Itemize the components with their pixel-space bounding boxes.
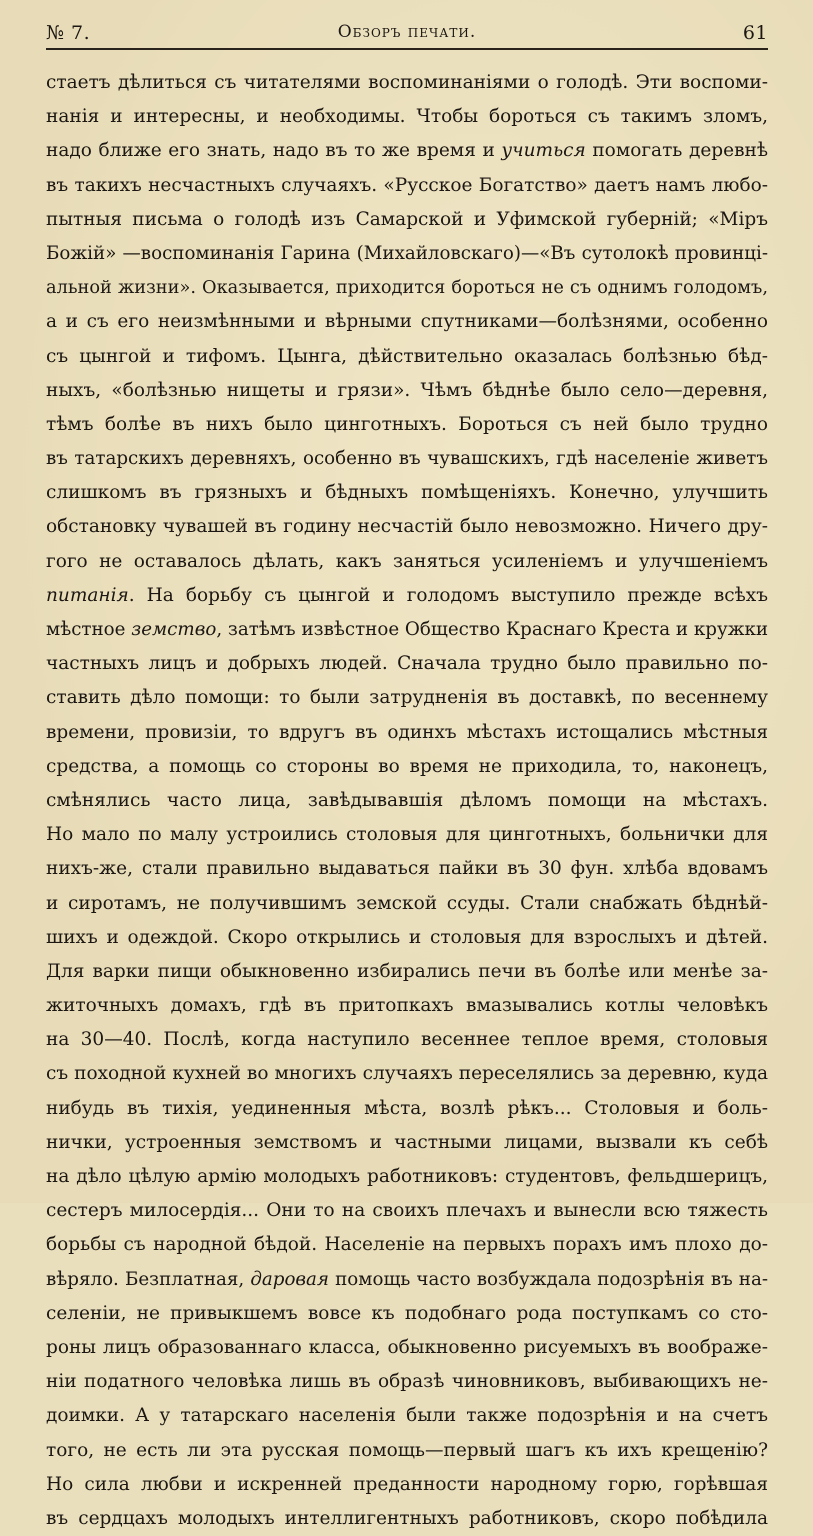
text-line: [46, 921, 768, 955]
line-text: средства, а помощь со стороны во время не приходила, то, наконецъ,: [46, 755, 768, 777]
line-text: надо ближе его знать, надо въ то же время и: [46, 140, 502, 162]
text-line: [46, 989, 768, 1023]
text-line: [46, 681, 768, 715]
line-text: обстановку чувашей въ годину несчастій было невозможно. Ничего дру-: [46, 516, 768, 538]
text-line: [46, 1434, 768, 1468]
line-text: времени, провизіи, то вдругъ въ одинхъ мѣстахъ истощались мѣстныя: [46, 721, 768, 743]
text-line: [46, 340, 768, 374]
text-line: [46, 818, 768, 852]
line-text: съ походной кухней во многихъ случаяхъ переселялись за деревню, куда: [46, 1063, 768, 1085]
text-line: [46, 305, 768, 339]
italic-text: земство: [131, 619, 217, 640]
text-line: [46, 613, 768, 647]
line-text: съ цынгой и тифомъ. Цынга, дѣйствительно оказалась болѣзнью бѣд-: [46, 345, 768, 367]
text-line: [46, 887, 768, 921]
line-text: того, не есть ли эта русская помощь—первый шагъ къ ихъ крещенію?: [46, 1439, 768, 1461]
text-line: [46, 1331, 768, 1365]
line-text: Для варки пищи обыкновенно избирались печи въ болѣе или менѣе за-: [46, 960, 768, 982]
text-line: [46, 1126, 768, 1160]
text-line: [46, 203, 768, 237]
line-text: нички, устроенныя земствомъ и частными лицами, вызвали къ себѣ: [46, 1131, 768, 1153]
header-rule: [46, 48, 768, 50]
text-line: [46, 1092, 768, 1126]
text-line: [46, 374, 768, 408]
line-text: ніи податного человѣка лишь въ образѣ чиновниковъ, выбивающихъ не-: [46, 1371, 768, 1393]
line-text: частныхъ лицъ и добрыхъ людей. Сначала трудно было правильно по-: [46, 653, 768, 675]
line-text: на дѣло цѣлую армію молодыхъ работниковъ: студентовъ, фельдшерицъ,: [46, 1166, 768, 1187]
line-text: нихъ-же, стали правильно выдаваться пайки въ 30 фун. хлѣба вдовамъ: [46, 858, 768, 880]
text-line: [46, 1228, 768, 1262]
line-text: , затѣмъ извѣстное Общество Краснаго Креста и кружки: [216, 619, 768, 640]
line-text: мѣстное: [46, 619, 132, 640]
line-text: въ такихъ несчастныхъ случаяхъ. «Русское Богатство» даетъ намъ любо-: [46, 174, 768, 196]
line-text: альной жизни». Оказывается, приходится бороться не съ однимъ голодомъ,: [46, 278, 768, 299]
italic-text: даровая: [250, 1268, 330, 1290]
line-text: Но мало по малу устроились столовыя для цинготныхъ, больнички для: [46, 824, 768, 846]
line-text: доимки. А у татарскаго населенія были также подозрѣнія и на счетъ: [46, 1405, 768, 1427]
line-text: пытныя письма о голодѣ изъ Самарской и Уфимской губерній; «Міръ: [46, 208, 768, 230]
line-text: смѣнялись часто лица, завѣдывавшія дѣломъ помощи на мѣстахъ.: [46, 789, 768, 811]
line-text: на 30—40. Послѣ, когда наступило весеннее теплое время, столовыя: [46, 1029, 768, 1051]
line-text: Но сила любви и искренней преданности народному горю, горѣвшая: [46, 1473, 768, 1495]
text-line: [46, 442, 768, 476]
text-line: [46, 1297, 768, 1331]
line-text: помощь часто возбуждала подозрѣнія въ на-: [329, 1268, 768, 1290]
text-line: [46, 716, 768, 750]
line-text: тѣмъ болѣе въ нихъ было цинготныхъ. Бороться съ ней было трудно: [46, 413, 768, 435]
running-header: [46, 18, 768, 50]
text-line: [46, 1160, 768, 1194]
line-text: въ сердцахъ молодыхъ интеллигентныхъ работниковъ, скоро побѣдила: [46, 1507, 768, 1529]
text-line: [46, 1194, 768, 1228]
text-line: [46, 545, 768, 579]
line-text: ставить дѣло помощи: то были затрудненія въ доставкѣ, по весеннему: [46, 687, 768, 709]
page-number: 61: [742, 22, 768, 44]
running-title: Обзоръ печати.: [337, 22, 477, 42]
issue-number: № 7.: [46, 22, 91, 44]
line-text: роны лицъ образованнаго класса, обыкновенно рисуемыхъ въ воображе-: [46, 1336, 768, 1358]
text-line: [46, 955, 768, 989]
text-line: [46, 1023, 768, 1057]
line-text: и сиротамъ, не получившимъ земской ссуды. Стали снабжать бѣднѣй-: [46, 892, 768, 914]
text-line: [46, 1399, 768, 1433]
text-line: [46, 647, 768, 681]
text-line: [46, 1502, 768, 1536]
text-line: [46, 408, 768, 442]
italic-text: учиться: [501, 140, 586, 162]
line-text: вѣряло. Безплатная,: [46, 1268, 251, 1290]
text-line: [46, 1057, 768, 1091]
text-line: [46, 169, 768, 203]
text-line: [46, 784, 768, 818]
line-text: нибудь въ тихія, уединенныя мѣста, возлѣ рѣкъ... Столовыя и боль-: [46, 1097, 768, 1119]
text-line: [46, 100, 768, 134]
text-line: [46, 271, 768, 305]
line-text: шихъ и одеждой. Скоро открылись и столовыя для взрослыхъ и дѣтей.: [46, 926, 768, 948]
line-text: . На борьбу съ цынгой и голодомъ выступило прежде всѣхъ: [128, 584, 768, 606]
body-text: [46, 66, 768, 1536]
text-line: [46, 852, 768, 886]
line-text: помогать деревнѣ: [585, 140, 768, 162]
line-text: Божій» —воспоминанія Гарина (Михайловскаго)—«Въ сутолокѣ провинці-: [46, 242, 768, 264]
text-line: [46, 579, 768, 613]
text-line: [46, 66, 768, 100]
line-text: ныхъ, «болѣзнью нищеты и грязи». Чѣмъ бѣднѣе было село—деревня,: [46, 379, 768, 401]
line-text: селеніи, не привыкшемъ вовсе къ подобнаго рода поступкамъ со сто-: [46, 1302, 768, 1324]
line-text: гого не оставалось дѣлать, какъ заняться усиленіемъ и улучшеніемъ: [46, 550, 768, 572]
text-line: [46, 134, 768, 168]
italic-text: питанія: [46, 584, 129, 606]
line-text: а и съ его неизмѣнными и вѣрными спутниками—болѣзнями, особенно: [46, 311, 768, 333]
text-line: [46, 237, 768, 271]
line-text: стаетъ дѣлиться съ читателями воспоминаніями о голодѣ. Эти воспоми-: [46, 72, 768, 93]
text-line: [46, 510, 768, 544]
text-line: [46, 1365, 768, 1399]
text-line: [46, 476, 768, 510]
line-text: въ татарскихъ деревняхъ, особенно въ чувашскихъ, гдѣ населеніе живетъ: [46, 448, 768, 470]
text-line: [46, 750, 768, 784]
line-text: слишкомъ въ грязныхъ и бѣдныхъ помѣщеніяхъ. Конечно, улучшить: [46, 482, 768, 504]
text-line: [46, 1468, 768, 1502]
line-text: сестеръ милосердія... Они то на своихъ плечахъ и вынесли всю тяжесть: [46, 1200, 768, 1222]
text-line: [46, 1263, 768, 1297]
line-text: нанія и интересны, и необходимы. Чтобы бороться съ такимъ зломъ,: [46, 106, 768, 128]
line-text: борьбы съ народной бѣдой. Населеніе на первыхъ порахъ имъ плохо до-: [46, 1234, 768, 1256]
line-text: житочныхъ домахъ, гдѣ въ притопкахъ вмазывались котлы человѣкъ: [46, 995, 768, 1017]
